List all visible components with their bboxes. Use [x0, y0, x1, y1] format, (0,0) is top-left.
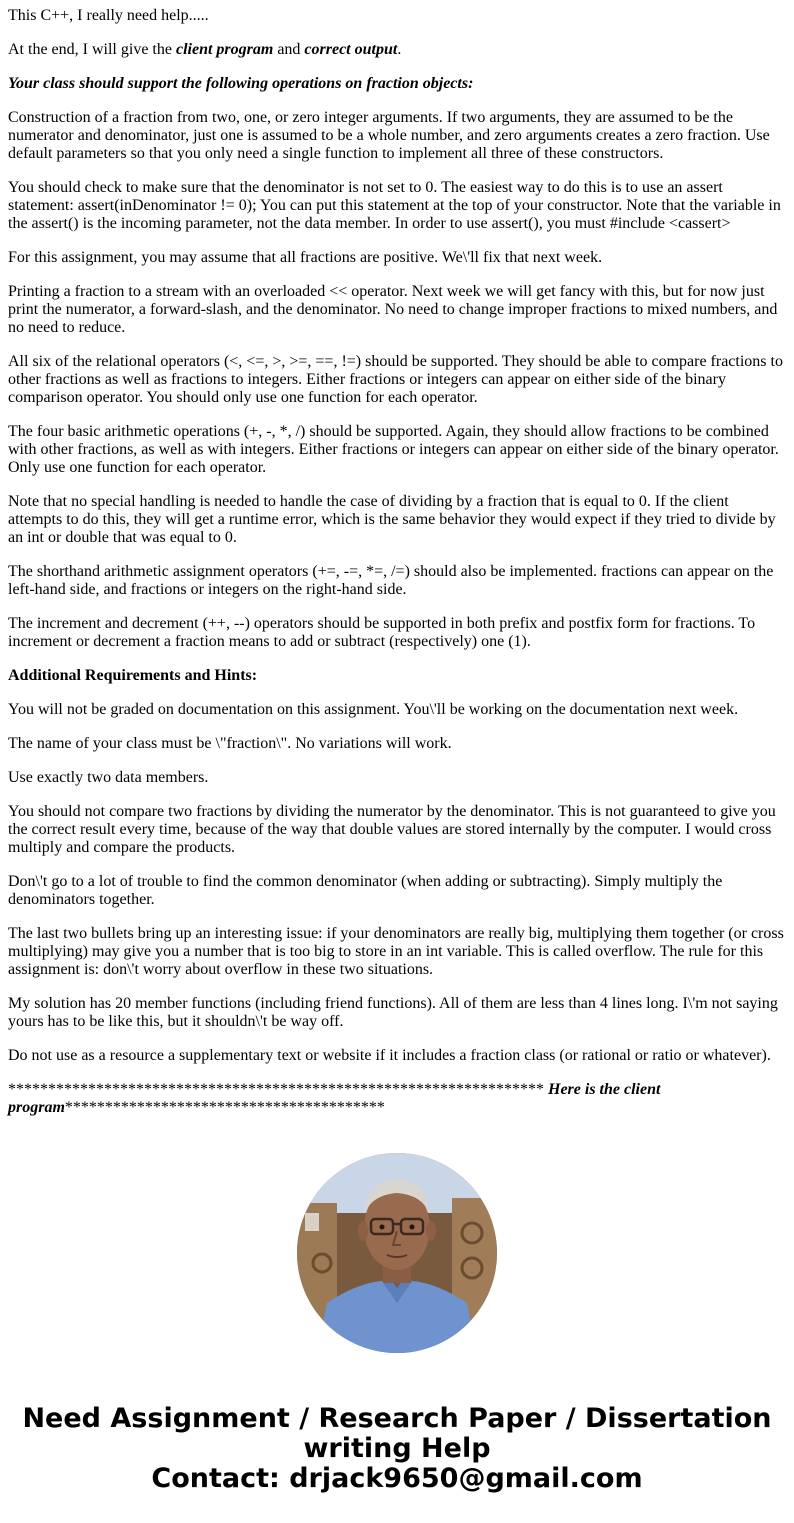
contact-banner: [0, 1404, 794, 1494]
paragraph-class-name: The name of your class must be \"fraction\". No variations will work.: [8, 735, 452, 752]
stars-before: *******************************************************************: [8, 1081, 548, 1098]
paragraph-data-members: Use exactly two data members.: [8, 769, 209, 786]
paragraph-documentation: You will not be graded on documentation on this assignment. You\'ll be working on the documentation next week.: [8, 701, 739, 718]
client-program-line: [8, 1081, 786, 1117]
promo-line-2: writing Help: [303, 1433, 491, 1464]
client-note-middle: and: [273, 41, 305, 58]
promo-line-1: Need Assignment / Research Paper / Dissertation: [22, 1403, 772, 1434]
paragraph-arithmetic: The four basic arithmetic operations (+, -, *, /) should be supported. Again, they should allow fractions to be combined with other fractions, as well as with integers. Either fractions or integers can appear on either side of the binary operator. Only use one function for each operator.: [8, 423, 779, 476]
paragraph-relational: All six of the relational operators (<, <=, >, >=, ==, !=) should be supported. They should be able to compare fractions to other fractions as well as fractions to integers. Either fractions or integers can appear on either side of the binary comparison operator. You should only use one function for each operator.: [8, 353, 783, 406]
paragraph-assert: You should check to make sure that the denominator is not set to 0. The easiest way to do this is to use an assert statement: assert(inDenominator != 0); You can put this statement at the top of your constructor. Note that the variable in the assert() is the incoming parameter, not the data member. In order to use assert(), you must #include <cassert>: [8, 179, 781, 232]
assignment-text: [8, 7, 786, 1133]
client-program-emphasis: client program: [175, 41, 274, 58]
paragraph-common-denominator: Don\'t go to a lot of trouble to find the common denominator (when adding or subtracting). Simply multiply the denominators together.: [8, 873, 723, 908]
paragraph-increment: The increment and decrement (++, --) operators should be supported in both prefix and postfix form for fractions. To increment or decrement a fraction means to add or subtract (respectively) one (1).: [8, 615, 756, 650]
paragraph-constructor: Construction of a fraction from two, one, or zero integer arguments. If two arguments, they are assumed to be the numerator and denominator, just one is assumed to be a whole number, and zero arguments creates a zero fraction. Use default parameters so that you only need a single function to implement all three of these constructors.: [8, 109, 770, 162]
tutor-avatar: [297, 1153, 497, 1353]
client-output-note: [8, 41, 786, 59]
promo-contact: Contact: drjack9650@gmail.com: [151, 1463, 643, 1494]
paragraph-solution: My solution has 20 member functions (including friend functions). All of them are less than 4 lines long. I\'m not saying yours has to be like this, but it shouldn\'t be way off.: [8, 995, 778, 1030]
client-program-label: Here is the client program: [8, 1081, 661, 1116]
paragraph-printing: Printing a fraction to a stream with an overloaded << operator. Next week we will get fancy with this, but for now just print the numerator, a forward-slash, and the denominator. No need to change improper fractions to mixed numbers, and no need to reduce.: [8, 283, 778, 336]
stars-after: ****************************************: [64, 1099, 385, 1116]
paragraph-resources: Do not use as a resource a supplementary text or website if it includes a fraction class (or rational or ratio or whatever).: [8, 1047, 771, 1064]
intro-text: This C++, I really need help.....: [8, 7, 209, 24]
requirements-heading: Additional Requirements and Hints:: [8, 667, 258, 684]
tutor-portrait-image: [297, 1153, 497, 1353]
correct-output-emphasis: correct output: [304, 41, 398, 58]
client-note-prefix: At the end, I will give the: [8, 41, 176, 58]
support-heading: Your class should support the following operations on fraction objects:: [8, 75, 474, 92]
client-note-suffix: .: [397, 41, 402, 58]
paragraph-positive: For this assignment, you may assume that all fractions are positive. We\'ll fix that next week.: [8, 249, 603, 266]
paragraph-overflow: The last two bullets bring up an interesting issue: if your denominators are really big, multiplying them together (or cross multiplying) may give you a number that is too big to store in an int variable. This is called overflow. The rule for this assignment is: don\'t worry about overflow in these two situations.: [8, 925, 784, 978]
paragraph-divide-zero: Note that no special handling is needed to handle the case of dividing by a fraction that is equal to 0. If the client attempts to do this, they will get a runtime error, which is the same behavior they would expect if they tried to divide by an int or double that was equal to 0.: [8, 493, 776, 546]
paragraph-shorthand: The shorthand arithmetic assignment operators (+=, -=, *=, /=) should also be implemented. fractions can appear on the left-hand side, and fractions or integers on the right-hand side.: [8, 563, 774, 598]
paragraph-compare: You should not compare two fractions by dividing the numerator by the denominator. This is not guaranteed to give you the correct result every time, because of the way that double values are stored internally by the computer. I would cross multiply and compare the products.: [8, 803, 776, 856]
